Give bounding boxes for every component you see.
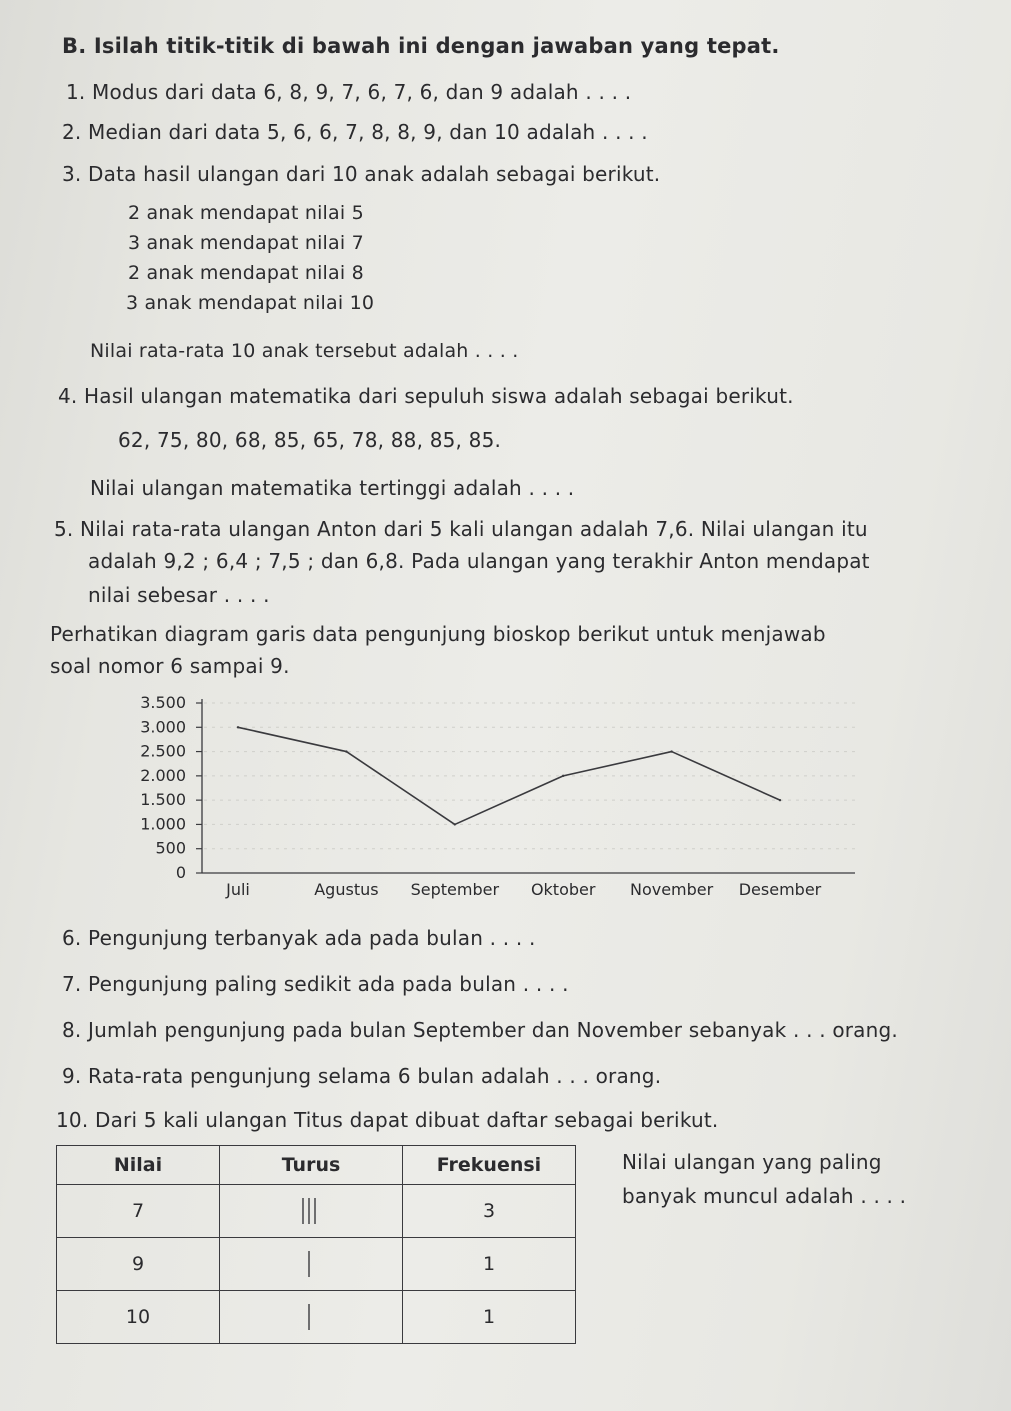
question-4-prompt: Nilai ulangan matematika tertinggi adalah . . . .: [90, 476, 575, 500]
nilai-cell: 9: [57, 1238, 220, 1291]
tally-svg: [306, 1249, 316, 1279]
y-tick-label: 1.000: [140, 814, 186, 834]
question-6: 6. Pengunjung terbanyak ada pada bulan . . . .: [62, 926, 536, 950]
question-10-intro: 10. Dari 5 kali ulangan Titus dapat dibuat daftar sebagai berikut.: [56, 1108, 719, 1132]
question-3-intro: 3. Data hasil ulangan dari 10 anak adalah sebagai berikut.: [62, 162, 661, 186]
tally-svg: [306, 1302, 316, 1332]
frekuensi-cell: 3: [403, 1185, 576, 1238]
question-4-data: 62, 75, 80, 68, 85, 65, 78, 88, 85, 85.: [118, 428, 502, 452]
diagram-intro-line-2: soal nomor 6 sampai 9.: [50, 654, 290, 678]
x-tick-label: Desember: [738, 880, 822, 899]
table-row: [57, 1185, 576, 1238]
diagram-intro-line-1: Perhatikan diagram garis data pengunjung bioskop berikut untuk menjawab: [50, 622, 826, 646]
q3-data-line: 3 anak mendapat nilai 10: [126, 292, 375, 314]
table-header-nilai: Nilai: [57, 1146, 220, 1185]
table-row: [57, 1291, 576, 1344]
visitor-line-chart: [110, 690, 870, 910]
nilai-cell: 7: [57, 1185, 220, 1238]
question-3-prompt: Nilai rata-rata 10 anak tersebut adalah . . . .: [90, 340, 519, 362]
table-header-frekuensi: Frekuensi: [403, 1146, 576, 1185]
y-tick-label: 3.000: [140, 717, 186, 737]
x-tick-label: Oktober: [530, 880, 596, 899]
tally-marks: [306, 1302, 316, 1332]
question-10-prompt-line-1: Nilai ulangan yang paling: [622, 1150, 882, 1174]
data-point: [237, 726, 239, 728]
x-tick-label: September: [410, 880, 500, 899]
data-point: [562, 775, 564, 777]
section-title: B. Isilah titik-titik di bawah ini dengan jawaban yang tepat.: [62, 34, 780, 58]
tally-table: [56, 1145, 576, 1344]
y-tick-label: 500: [155, 838, 186, 858]
tally-cell: [220, 1185, 403, 1238]
question-1: 1. Modus dari data 6, 8, 9, 7, 6, 7, 6, dan 9 adalah . . . .: [66, 80, 632, 104]
q3-data-line: 2 anak mendapat nilai 5: [128, 202, 364, 224]
y-tick-label: 2.500: [140, 741, 186, 761]
nilai-cell: 10: [57, 1291, 220, 1344]
data-point: [670, 750, 672, 752]
x-tick-label: November: [629, 880, 714, 899]
y-tick-label: 0: [175, 863, 186, 882]
data-point: [345, 750, 347, 752]
x-tick-label: Juli: [226, 880, 250, 899]
q3-data-line: 3 anak mendapat nilai 7: [128, 232, 364, 254]
question-7: 7. Pengunjung paling sedikit ada pada bulan . . . .: [62, 972, 569, 996]
q3-data-line: 2 anak mendapat nilai 8: [128, 262, 364, 284]
frekuensi-cell: 1: [403, 1291, 576, 1344]
tally-cell: [220, 1291, 403, 1344]
y-tick-label: 1.500: [140, 790, 186, 810]
question-5-line-3: nilai sebesar . . . .: [88, 583, 270, 607]
question-9: 9. Rata-rata pengunjung selama 6 bulan adalah . . . orang.: [62, 1064, 662, 1088]
y-tick-label: 3.500: [140, 693, 186, 712]
tally-svg: [300, 1196, 322, 1226]
x-tick-label: Agustus: [314, 880, 379, 899]
tally-cell: [220, 1238, 403, 1291]
question-5-line-1: 5. Nilai rata-rata ulangan Anton dari 5 kali ulangan adalah 7,6. Nilai ulangan itu: [54, 517, 868, 541]
question-10-prompt-line-2: banyak muncul adalah . . . .: [622, 1184, 907, 1208]
data-point: [454, 823, 456, 825]
y-tick-label: 2.000: [140, 765, 186, 785]
question-8: 8. Jumlah pengunjung pada bulan September dan November sebanyak . . . orang.: [62, 1018, 898, 1042]
question-5-line-2: adalah 9,2 ; 6,4 ; 7,5 ; dan 6,8. Pada ulangan yang terakhir Anton mendapat: [88, 549, 870, 573]
frekuensi-cell: 1: [403, 1238, 576, 1291]
data-point: [779, 799, 781, 801]
tally-marks: [300, 1196, 322, 1226]
question-2: 2. Median dari data 5, 6, 6, 7, 8, 8, 9, dan 10 adalah . . . .: [62, 120, 648, 144]
question-4-intro: 4. Hasil ulangan matematika dari sepuluh siswa adalah sebagai berikut.: [58, 384, 794, 408]
tally-marks: [306, 1249, 316, 1279]
table-header-turus: Turus: [220, 1146, 403, 1185]
table-row: [57, 1238, 576, 1291]
